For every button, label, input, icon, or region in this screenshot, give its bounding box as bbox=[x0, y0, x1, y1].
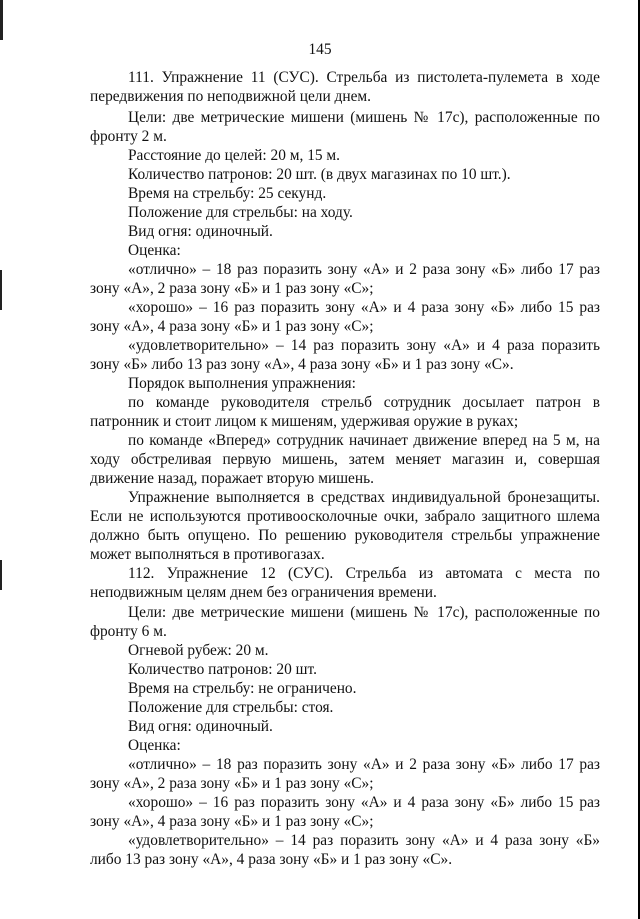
paragraph: Цели: две метрические мишени (мишень № 17с), расположенные по фронту 6 м. bbox=[90, 604, 600, 640]
paragraph: Упражнение выполняется в средствах индивидуальной бронезащиты. Если не используются противоосколочные очки, забрало защитного шлема должно быть опущено. По решению руководителя стрельбы упражнение может выполняться в противогазах. bbox=[90, 488, 600, 563]
paragraph: «отлично» – 18 раз поразить зону «А» и 2 раза зону «Б» либо 17 раз зону «А», 2 раза зону «Б» и 1 раз зону «С»; bbox=[90, 260, 600, 297]
scan-mark bbox=[0, 0, 3, 40]
paragraph: Оценка: bbox=[128, 737, 181, 754]
paragraph: Огневой рубеж: 20 м. bbox=[128, 642, 269, 659]
paragraph: Оценка: bbox=[128, 241, 181, 259]
paragraph: Время на стрельбу: 25 секунд. bbox=[128, 184, 327, 202]
scan-mark bbox=[0, 270, 2, 310]
document-body bbox=[90, 68, 600, 869]
paragraph: «удовлетворительно» – 14 раз поразить зону «А» и 4 раза зону «Б» либо 13 раз зону «А», 4 раза зону «Б» и 1 раз зону «С». bbox=[90, 832, 600, 868]
paragraph: Количество патронов: 20 шт. (в двух магазинах по 10 шт.). bbox=[128, 165, 511, 183]
scan-mark bbox=[0, 560, 2, 590]
paragraph: «отлично» – 18 раз поразить зону «А» и 2 раза зону «Б» либо 17 раз зону «А», 2 раза зону «Б» и 1 раз зону «С»; bbox=[90, 756, 600, 792]
paragraph: по команде руководителя стрельб сотрудник досылает патрон в патронник и стоит лицом к мишеням, удерживая оружие в руках; bbox=[90, 393, 600, 430]
paragraph: 111. Упражнение 11 (СУС). Стрельба из пистолета-пулемета в ходе передвижения по неподвижной цели днем. bbox=[90, 69, 600, 105]
paragraph: Положение для стрельбы: на ходу. bbox=[128, 203, 353, 221]
paragraph: Количество патронов: 20 шт. bbox=[128, 661, 317, 678]
page-number: 145 bbox=[308, 41, 332, 58]
paragraph: 112. Упражнение 12 (СУС). Стрельба из автомата с места по неподвижным целям днем без ограничения времени. bbox=[90, 564, 600, 601]
paragraph: «хорошо» – 16 раз поразить зону «А» и 4 раза зону «Б» либо 15 раз зону «А», 4 раза зону «Б» и 1 раз зону «С»; bbox=[90, 794, 600, 830]
paragraph: «хорошо» – 16 раз поразить зону «А» и 4 раза зону «Б» либо 15 раз зону «А», 4 раза зону «Б» и 1 раз зону «С»; bbox=[90, 298, 600, 335]
paragraph: Вид огня: одиночный. bbox=[128, 222, 273, 240]
paragraph: Положение для стрельбы: стоя. bbox=[128, 699, 334, 716]
paragraph: Цели: две метрические мишени (мишень № 17с), расположенные по фронту 2 м. bbox=[90, 108, 600, 145]
paragraph: по команде «Вперед» сотрудник начинает движение вперед на 5 м, на ходу обстреливая первую мишень, затем меняет магазин и, совершая движение назад, поражает вторую мишень. bbox=[90, 431, 600, 487]
paragraph: Расстояние до целей: 20 м, 15 м. bbox=[128, 146, 341, 164]
paragraph: «удовлетворительно» – 14 раз поразить зону «А» и 4 раза поразить зону «Б» либо 13 раз зону «А», 4 раза зону «Б» и 1 раз зону «С». bbox=[90, 336, 600, 373]
paragraph: Время на стрельбу: не ограничено. bbox=[128, 680, 357, 697]
paragraph: Порядок выполнения упражнения: bbox=[128, 374, 356, 392]
paragraph: Вид огня: одиночный. bbox=[128, 718, 273, 735]
